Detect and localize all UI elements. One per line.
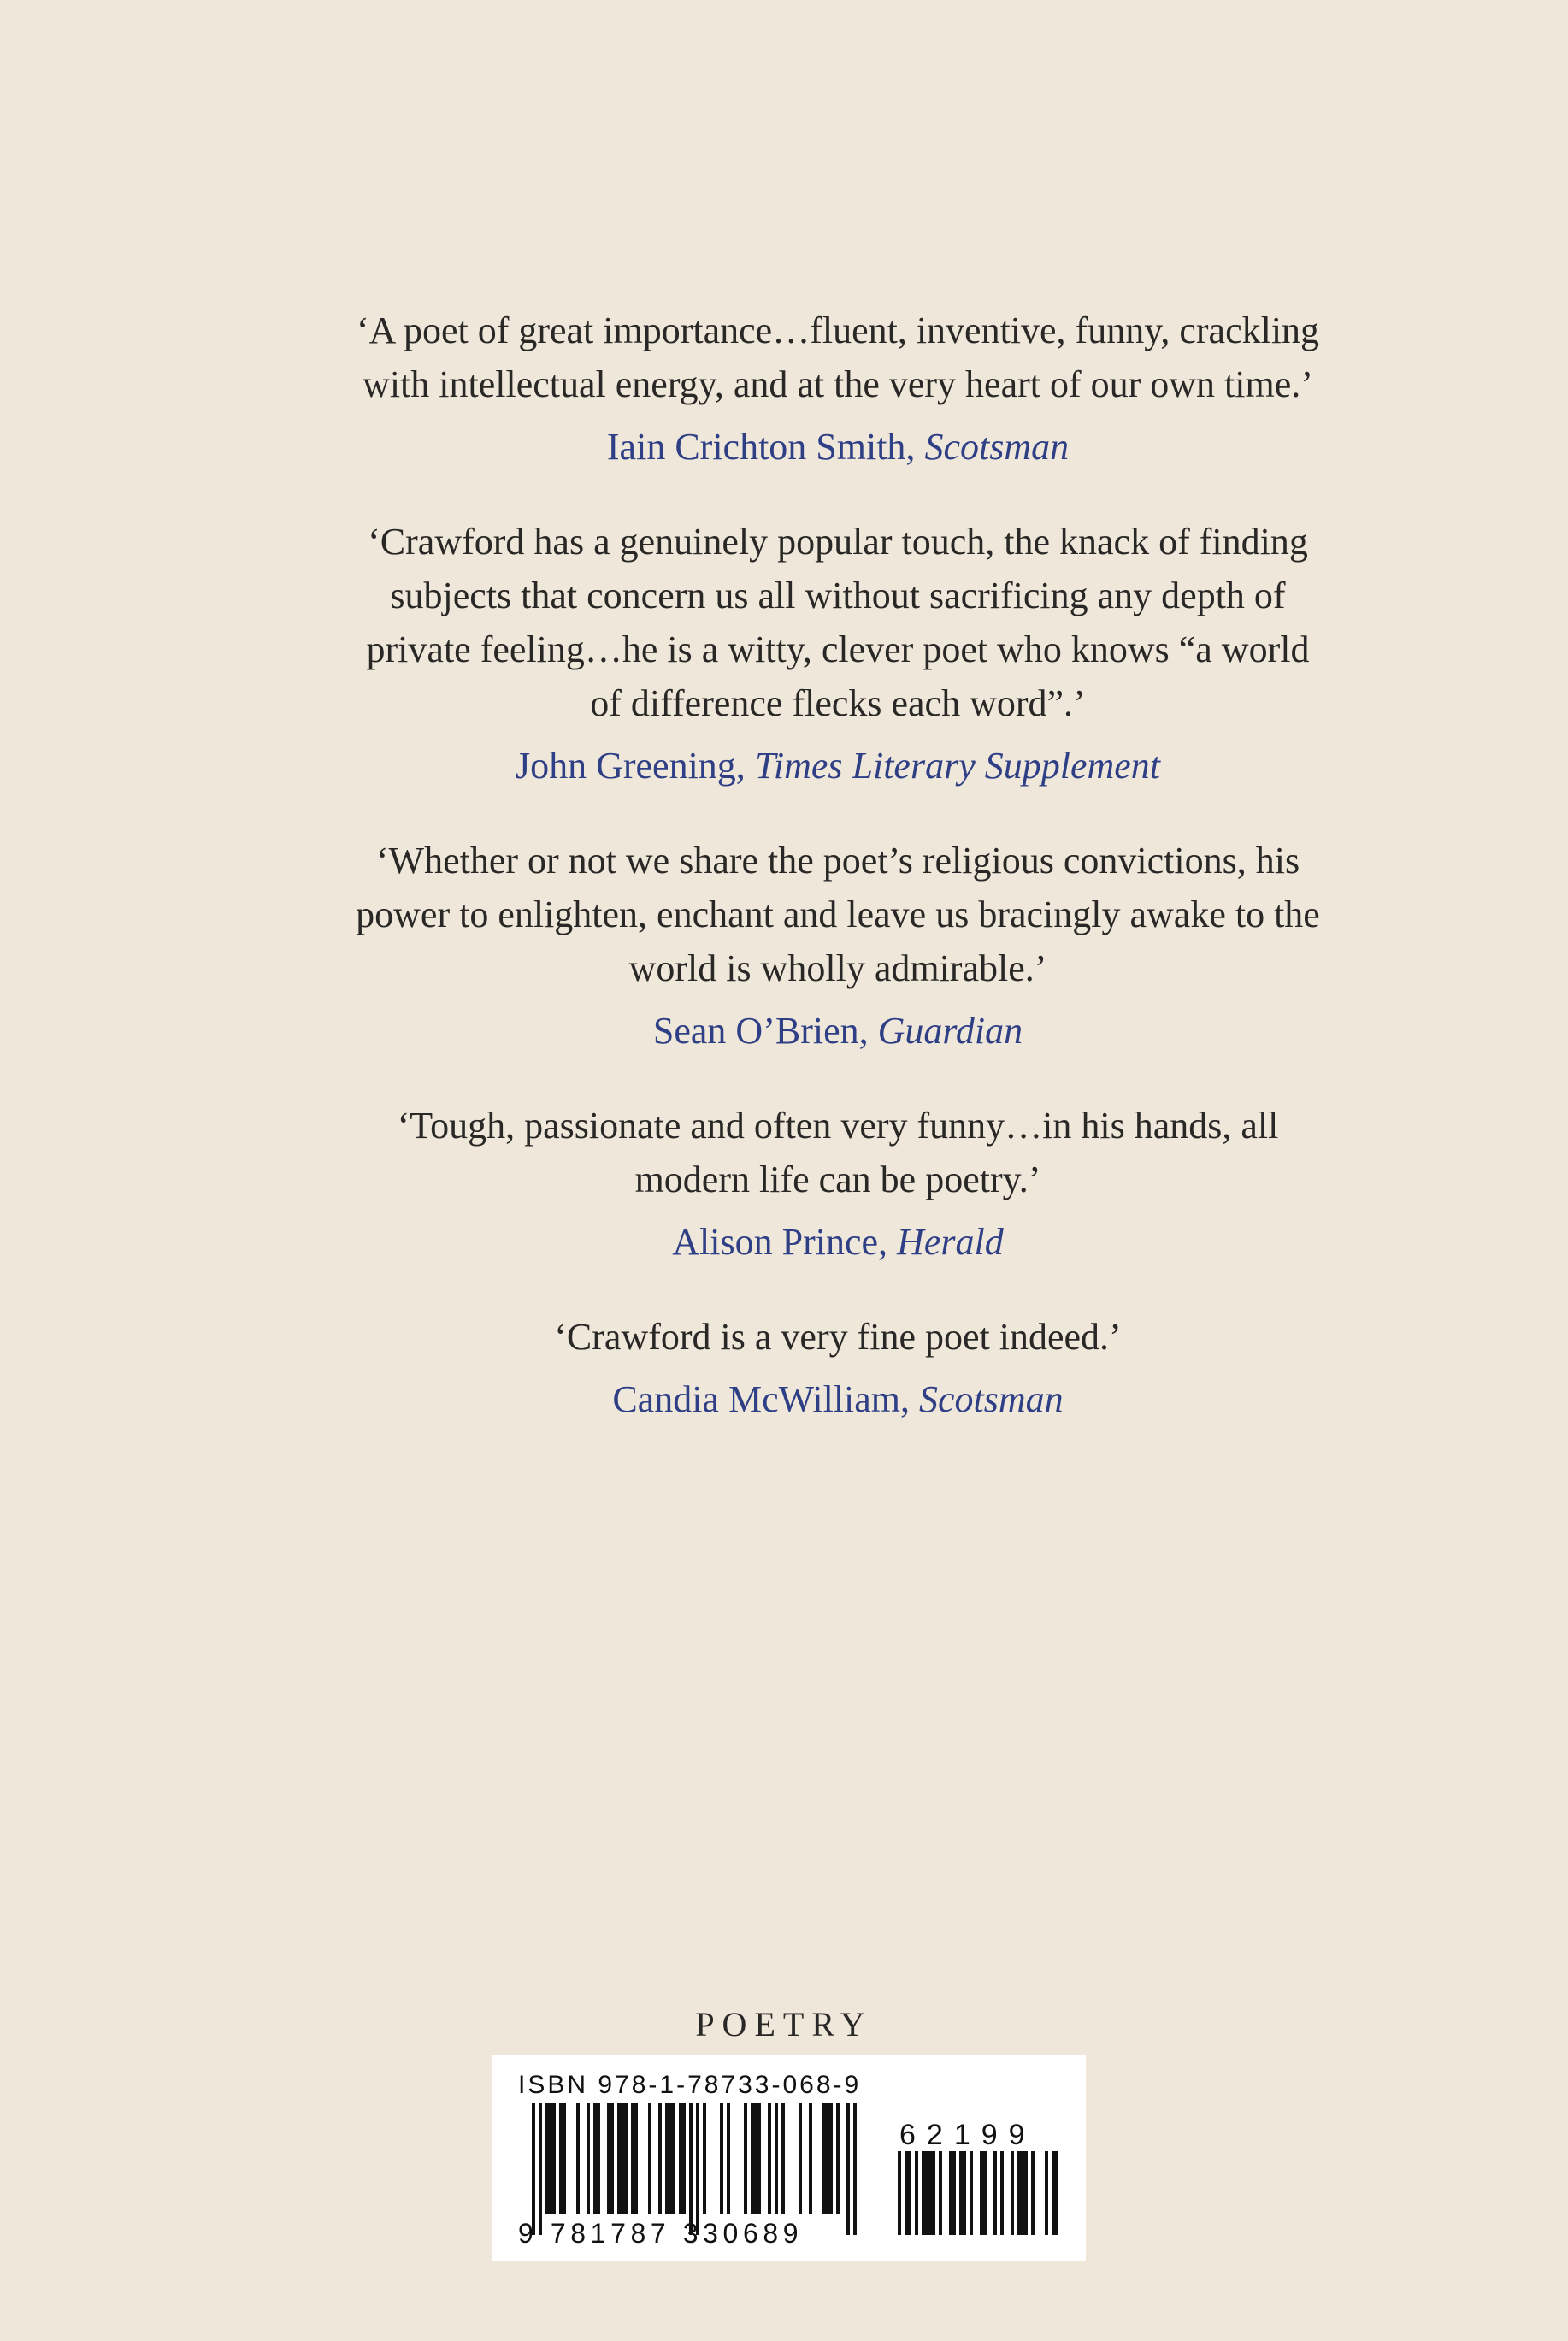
barcode-bar bbox=[669, 2103, 672, 2214]
quote-line: world is wholly admirable.’ bbox=[628, 947, 1047, 989]
barcode-bar bbox=[768, 2103, 771, 2214]
quote-line: ‘Tough, passionate and often very funny…in his hands, all bbox=[397, 1105, 1279, 1147]
isbn-label: ISBN 978-1-78733-068-9 bbox=[518, 2071, 862, 2099]
quote-line: modern life can be poetry.’ bbox=[634, 1159, 1041, 1200]
blurbs bbox=[282, 304, 1394, 1426]
addon-bar bbox=[993, 2151, 997, 2235]
barcode-bar bbox=[631, 2103, 634, 2214]
barcode-bar bbox=[587, 2103, 590, 2214]
addon-bar bbox=[1011, 2151, 1014, 2235]
barcode-bar bbox=[744, 2103, 747, 2214]
quote-line: private feeling…he is a witty, clever poet who knows “a world bbox=[366, 628, 1310, 670]
barcode-bar bbox=[621, 2103, 624, 2214]
barcode-guard-bar bbox=[846, 2103, 850, 2235]
barcode-bar bbox=[658, 2103, 662, 2214]
blurb bbox=[282, 515, 1394, 793]
addon-bar bbox=[928, 2151, 932, 2235]
attribution bbox=[282, 1215, 1394, 1269]
barcode-bar bbox=[836, 2103, 840, 2214]
addon-bar bbox=[963, 2151, 966, 2235]
addon-bar bbox=[922, 2151, 925, 2235]
barcode-bar bbox=[751, 2103, 754, 2214]
barcode-bar bbox=[757, 2103, 761, 2214]
addon-bar bbox=[1017, 2151, 1021, 2235]
addon-bar bbox=[980, 2151, 983, 2235]
barcode-bar bbox=[552, 2103, 556, 2214]
price-code: 62199 bbox=[899, 2119, 1036, 2151]
quote-line: ‘Crawford is a very fine poet indeed.’ bbox=[554, 1316, 1122, 1358]
addon-bar bbox=[970, 2151, 973, 2235]
addon-bar bbox=[925, 2151, 928, 2235]
barcode-panel bbox=[492, 2055, 1086, 2261]
barcode-bar bbox=[679, 2103, 682, 2214]
addon-bar bbox=[1031, 2151, 1035, 2235]
attribution-author: Iain Crichton Smith, bbox=[606, 426, 916, 468]
quote-text bbox=[282, 834, 1394, 995]
quote-text bbox=[282, 1099, 1394, 1206]
category-label: POETRY bbox=[695, 2005, 873, 2043]
attribution-source: Scotsman bbox=[924, 426, 1070, 468]
addon-bar bbox=[1045, 2151, 1048, 2235]
quote-line: ‘A poet of great importance…fluent, inventive, funny, crackling bbox=[356, 310, 1320, 351]
attribution-author: John Greening, bbox=[515, 745, 746, 787]
addon-bar bbox=[1024, 2151, 1028, 2235]
barcode-bar bbox=[624, 2103, 628, 2214]
barcode-bar bbox=[648, 2103, 651, 2214]
barcode-guard-bar bbox=[539, 2103, 542, 2235]
addon-bar bbox=[932, 2151, 935, 2235]
blurb bbox=[282, 1310, 1394, 1426]
ean-digits: 9 781787 330689 bbox=[518, 2218, 804, 2249]
quote-line: subjects that concern us all without sacrificing any depth of bbox=[390, 575, 1286, 616]
quote-text bbox=[282, 1310, 1394, 1364]
barcode-guard-bar bbox=[853, 2103, 857, 2235]
addon-bar bbox=[983, 2151, 987, 2235]
attribution-author: Candia McWilliam, bbox=[612, 1378, 911, 1420]
attribution-author: Sean O’Brien, bbox=[652, 1010, 869, 1052]
addon-bar bbox=[908, 2151, 911, 2235]
barcode-bar bbox=[727, 2103, 730, 2214]
attribution-source: Herald bbox=[897, 1221, 1004, 1263]
barcode-bar bbox=[672, 2103, 675, 2214]
barcode-bar bbox=[545, 2103, 549, 2214]
addon-bar bbox=[915, 2151, 918, 2235]
barcode-bar bbox=[754, 2103, 757, 2214]
barcode-bar bbox=[610, 2103, 614, 2214]
quote-text bbox=[282, 515, 1394, 730]
barcode-guard-bar bbox=[696, 2103, 699, 2235]
attribution bbox=[282, 1372, 1394, 1426]
addon-bar bbox=[952, 2151, 956, 2235]
barcode-bar bbox=[720, 2103, 723, 2214]
quote-line: of difference flecks each word”.’ bbox=[590, 682, 1086, 724]
addon-bar bbox=[949, 2151, 952, 2235]
addon-bar bbox=[905, 2151, 908, 2235]
addon-bar bbox=[898, 2151, 901, 2235]
barcode-bar bbox=[563, 2103, 566, 2214]
barcode-bar bbox=[549, 2103, 552, 2214]
barcode-bar bbox=[775, 2103, 778, 2214]
barcode-bar bbox=[576, 2103, 580, 2214]
barcode-bar bbox=[617, 2103, 621, 2214]
attribution-source: Guardian bbox=[877, 1010, 1023, 1052]
barcode-bar bbox=[634, 2103, 638, 2214]
blurb bbox=[282, 304, 1394, 474]
attribution-source: Times Literary Supplement bbox=[754, 745, 1161, 787]
attribution-author: Alison Prince, bbox=[672, 1221, 888, 1263]
attribution-source: Scotsman bbox=[919, 1378, 1064, 1420]
barcode-bar bbox=[559, 2103, 563, 2214]
barcode-bar bbox=[826, 2103, 829, 2214]
barcode-bar bbox=[597, 2103, 600, 2214]
addon-bar bbox=[959, 2151, 963, 2235]
addon-bar bbox=[1055, 2151, 1058, 2235]
quote-line: power to enlighten, enchant and leave us bracingly awake to the bbox=[356, 893, 1320, 935]
barcode-bar bbox=[799, 2103, 802, 2214]
barcode-bar bbox=[809, 2103, 812, 2214]
barcode-bar bbox=[665, 2103, 669, 2214]
addon-bar bbox=[1052, 2151, 1055, 2235]
attribution bbox=[282, 739, 1394, 793]
barcode-bar bbox=[703, 2103, 706, 2214]
addon-bar bbox=[1021, 2151, 1024, 2235]
blurb bbox=[282, 1099, 1394, 1269]
barcode-bar bbox=[829, 2103, 833, 2214]
addon-bar bbox=[1000, 2151, 1004, 2235]
blurb bbox=[282, 834, 1394, 1058]
barcode-guard-bar bbox=[532, 2103, 535, 2235]
barcode-guard-bar bbox=[689, 2103, 693, 2235]
barcode-bar bbox=[822, 2103, 826, 2214]
quote-text bbox=[282, 304, 1394, 411]
barcode-bar bbox=[593, 2103, 597, 2214]
quote-line: with intellectual energy, and at the very heart of our own time.’ bbox=[363, 363, 1313, 405]
barcode-bar bbox=[607, 2103, 610, 2214]
barcode-bar bbox=[682, 2103, 686, 2214]
barcode-bar bbox=[781, 2103, 785, 2214]
attribution bbox=[282, 1004, 1394, 1058]
quote-line: ‘Whether or not we share the poet’s religious convictions, his bbox=[375, 840, 1300, 882]
attribution bbox=[282, 420, 1394, 474]
quote-line: ‘Crawford has a genuinely popular touch, the knack of finding bbox=[368, 521, 1308, 563]
addon-bar bbox=[939, 2151, 942, 2235]
